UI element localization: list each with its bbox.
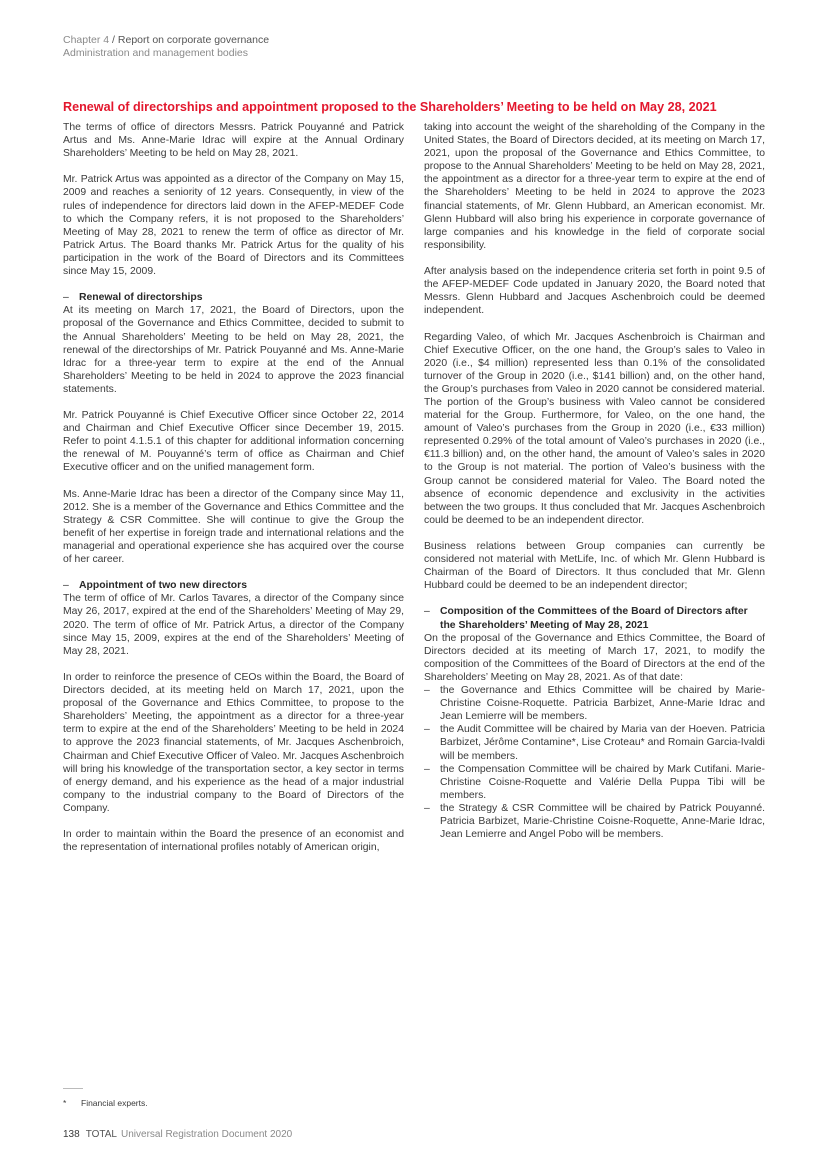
header-chapter-line (63, 34, 269, 47)
dash-marker: – (424, 685, 430, 697)
dash-marker: – (424, 802, 430, 814)
page-number: 138 (63, 1129, 80, 1140)
paragraph: Business relations between Group companies can currently be considered not material with MetLife, Inc. of which Mr. Glenn Hubbard is Chairman of the Board of Directors. It thus concluded that Mr. Glenn Hubbard could be deemed to be an independent director; (424, 541, 765, 592)
paragraph: Ms. Anne-Marie Idrac has been a director of the Company since May 11, 2012. She is a member of the Governance and Ethics Committee and the Strategy & CSR Committee. She will continue to give the Group the benefit of her expertise in foreign trade and international relations and the managerial and operational experience she has acquired over the course of her career. (63, 488, 404, 566)
header-chapter: Chapter 4 (63, 34, 110, 46)
paragraph: In order to reinforce the presence of CEOs within the Board, the Board of Directors decided, at its meeting held on March 17, 2021, upon the proposal of the Governance and Ethics Committee, to propose to the Shareholders’ Meeting, the appointment as a director for a three-year term to expire at the end of the Shareholders’ Meeting to be held in 2024 to approve the 2023 financial statements, of Mr. Jacques Aschenbroich, Chairman and Chief Executive Officer of Valeo. Mr. Jacques Aschenbroich will bring his knowledge of the transportation sector, a key sector in terms of energy demand, and his experience as the head of a major industrial company to the industrial company to the Board of Directors of the Company. (63, 671, 404, 814)
dash-marker: – (63, 580, 69, 592)
left-column (63, 121, 404, 854)
list-item-text: the Strategy & CSR Committee will be chaired by Patrick Pouyanné. Patricia Barbizet, Marie-Christine Coisne-Roquette, Anne-Marie Idrac, Jean Lemierre and Angel Pobo will be members. (440, 802, 765, 841)
subheading-text: Composition of the Committees of the Board of Directors after the Shareholders’ Meeting of May 28, 2021 (440, 606, 748, 631)
list-item (424, 802, 765, 841)
page-footer (63, 1129, 292, 1140)
subheading-renewal (63, 291, 404, 304)
header-report: Report on corporate governance (117, 34, 270, 46)
paragraph: Mr. Patrick Pouyanné is Chief Executive Officer since October 22, 2014 and Chairman and Chief Executive Officer since December 19, 2015. Refer to point 4.1.5.1 of this chapter for additional information concerning the renewal of M. Pouyanné’s term of office as Chairman and Chief Executive officer and on the unified management form. (63, 410, 404, 474)
list-item (424, 684, 765, 723)
footnote-text: Financial experts. (81, 1098, 148, 1108)
list-item-text: the Audit Committee will be chaired by Maria van der Hoeven. Patricia Barbizet, Jérôme Contamine*, Lise Croteau* and Romain Garcia-Ivaldi will be members. (440, 724, 765, 762)
header-separator: / (109, 34, 118, 46)
paragraph: The term of office of Mr. Carlos Tavares, a director of the Company since May 26, 2017, expired at the end of the Shareholders’ Meeting of May 29, 2020. The term of office of Mr. Patrick Artus, a director of the Company since May 15, 2009, expires at the end of the Shareholders’ Meeting of May 28, 2021. (63, 593, 404, 657)
list-item (424, 723, 765, 762)
dash-marker: – (424, 763, 430, 775)
footnote (63, 1098, 148, 1108)
subheading-composition (424, 605, 765, 631)
paragraph: The terms of office of directors Messrs. Patrick Pouyanné and Patrick Artus and Ms. Anne-Marie Idrac will expire at the Annual Ordinary Shareholders’ Meeting to be held on May 28, 2021. (63, 122, 404, 160)
paragraph: Mr. Patrick Artus was appointed as a director of the Company on May 15, 2009 and reaches a seniority of 12 years. Consequently, in view of the rules of independence for directors laid down in the AFEP-MEDEF Code to which the Company refers, it is not proposed to the Shareholders’ Meeting of May 28, 2021 to renew the term of office as director of Mr. Patrick Artus. The Board thanks Mr. Patrick Artus for the quality of his participation in the work of the Board of Directors and its Committees since May 15, 2009. (63, 174, 404, 278)
footnote-rule (63, 1088, 83, 1089)
paragraph: On the proposal of the Governance and Ethics Committee, the Board of Directors decided at its meeting of March 17, 2021, to modify the composition of the Committees of the Board of Directors at the end of the Shareholders’ Meeting on May 28, 2021. As of that date: (424, 632, 765, 683)
list-item-text: the Governance and Ethics Committee will be chaired by Marie-Christine Coisne-Roquette. Patricia Barbizet, Anne-Marie Idrac and Jean Lemierre will be members. (440, 685, 765, 723)
footer-brand: TOTAL (85, 1129, 117, 1140)
paragraph: In order to maintain within the Board the presence of an economist and the representation of international profiles notably of American origin, (63, 829, 404, 854)
dash-marker: – (63, 292, 69, 304)
subheading-text: Renewal of directorships (79, 292, 203, 304)
footer-document-title: Universal Registration Document 2020 (121, 1129, 293, 1140)
paragraph: At its meeting on March 17, 2021, the Board of Directors, upon the proposal of the Governance and Ethics Committee, decided to submit to the Annual Shareholders’ Meeting to be held on May 28, 2021, the renewal of the directorships of Mr. Patrick Pouyanné and Ms. Anne-Marie Idrac for a three-year term to expire at the end of the Annual Shareholders’ Meeting to be held in 2024 to approve the 2023 financial statements. (63, 305, 404, 395)
subheading-text: Appointment of two new directors (79, 580, 247, 592)
section-title: Renewal of directorships and appointment proposed to the Shareholders’ Meeting to be held on May 28, 2021 (63, 100, 717, 114)
subheading-appointment (63, 579, 404, 592)
header-subsection: Administration and management bodies (63, 47, 249, 59)
paragraph: taking into account the weight of the shareholding of the Company in the United States, the Board of Directors decided, at its meeting on March 17, 2021, upon the proposal of the Governance and Ethics Committee, to propose to the Annual Shareholders’ Meeting to be held on May 28, 2021, the appointment as a director for a three-year term to expire at the end of the Shareholders’ Meeting to be held in 2024 to approve the 2023 financial statements, of Mr. Glenn Hubbard, an American economist. Mr. Glenn Hubbard will also bring his experience in corporate governance of large companies and his knowledge in the field of corporate social responsibility. (424, 122, 765, 251)
footnote-mark: * (63, 1098, 67, 1108)
dash-marker: – (424, 724, 430, 736)
list-item-text: the Compensation Committee will be chaired by Mark Cutifani. Marie-Christine Coisne-Roquette and Valérie Della Puppa Tibi will be members. (440, 763, 765, 801)
dash-marker: – (424, 606, 430, 618)
list-item (424, 763, 765, 802)
right-column (424, 121, 765, 841)
running-header (63, 34, 269, 60)
paragraph: After analysis based on the independence criteria set forth in point 9.5 of the AFEP-MEDEF Code updated in January 2020, the Board noted that Messrs. Glenn Hubbard and Jacques Aschenbroich could be deemed independent. (424, 266, 765, 317)
paragraph: Regarding Valeo, of which Mr. Jacques Aschenbroich is Chairman and Chief Executive Officer, on the one hand, the Group’s sales to Valeo in 2020 (i.e., $4 million) represented less than 0.1% of the consolidated turnover of the Group in 2020 (i.e., $141 billion) and, on the other hand, the Group’s purchases from Valeo in 2020 cannot be considered material. The portion of the Group’s business with Valeo cannot be considered material for the Group. Furthermore, for Valeo, on the one hand, the amount of Valeo’s purchases from the Group in 2020 (i.e., €33 million) represented 0.29% of the total amount of Valeo’s purchases in 2020 (i.e., €11.3 billion) and, on the other hand, the amount of Valeo’s sales in 2020 to the Group is not material. The portion of Valeo’s business with the Group cannot be considered material for Valeo. The Board noted the absence of economic dependence and exclusivity in the activities between the two groups. It thus concluded that Mr. Jacques Aschenbroich could be deemed to be an independent director. (424, 331, 765, 526)
